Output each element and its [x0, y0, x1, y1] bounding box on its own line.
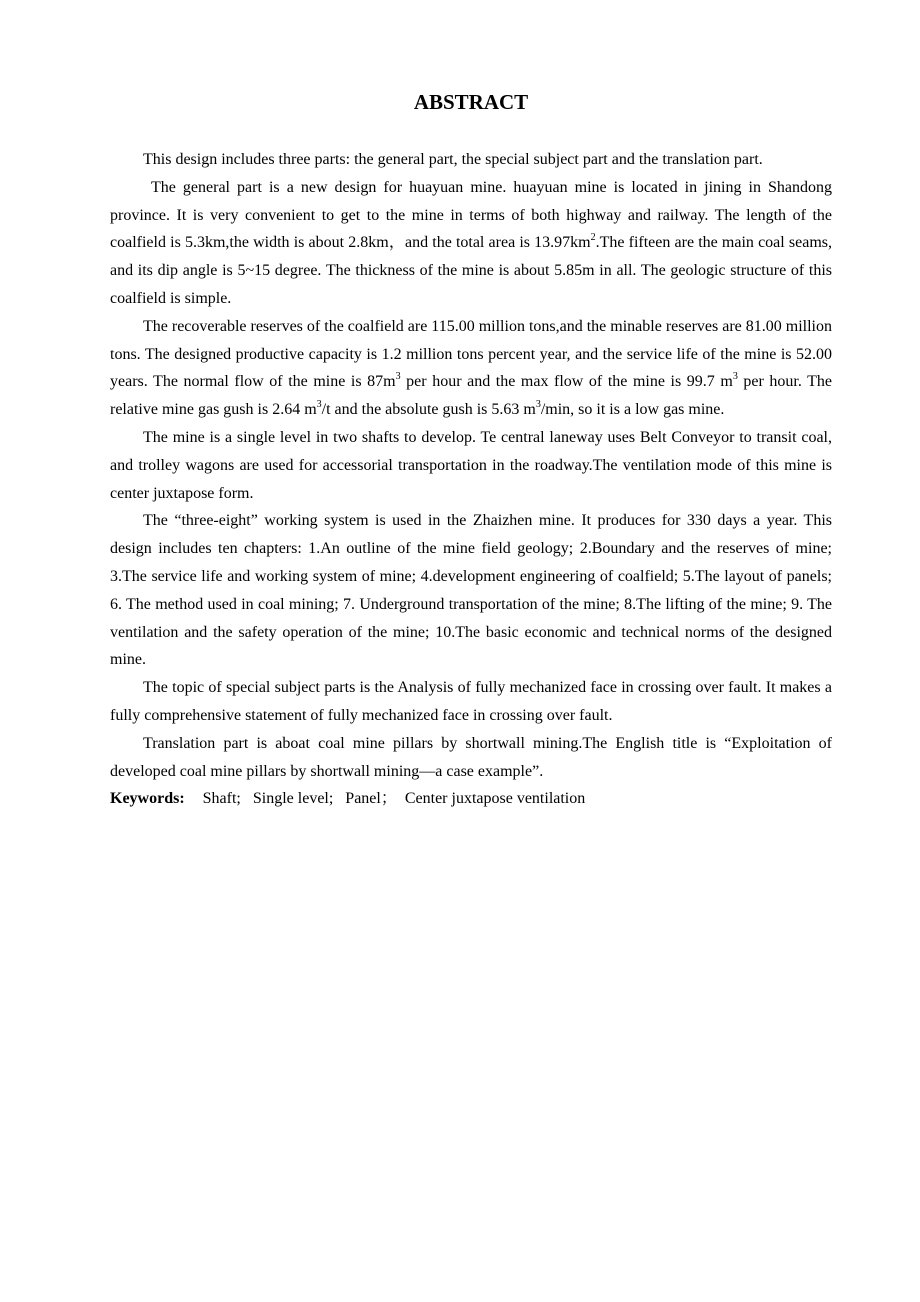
paragraph-text: /min, so it is a low gas mine.: [540, 401, 725, 419]
abstract-paragraph-4: The mine is a single level in two shafts to develop. Te central laneway uses Belt Conveyor to transit coal, and trolley wagons are used for accessorial transportation in the roadway.The ventilation mode of this mine is center juxtapose form.: [110, 428, 832, 502]
abstract-paragraph-1: This design includes three parts: the general part, the special subject part and the translation part.: [143, 151, 763, 168]
abstract-paragraph-6: The topic of special subject parts is the Analysis of fully mechanized face in crossing over fault. It makes a fully comprehensive statement of fully mechanized face in crossing over fault.: [110, 679, 832, 724]
abstract-paragraph-2: [110, 174, 832, 313]
superscript: 3: [732, 371, 738, 383]
paragraph-text: per hour. The relative mine gas gush is 2.64 m: [110, 373, 833, 419]
abstract-paragraph-3: [110, 313, 832, 424]
abstract-paragraph-7: Translation part is aboat coal mine pillars by shortwall mining.The English title is “Exploitation of developed coal mine pillars by shortwall mining—a case example”.: [110, 734, 832, 780]
keywords-list: Shaft; Single level; Panel； Center juxtapose ventilation: [202, 790, 586, 808]
keywords-line: [110, 785, 832, 813]
paragraph-text: The recoverable reserves of the coalfield are 115.00 million tons,and the minable reserves are 81.00 million tons. The designed productive capacity is 1.2 million tons percent year, and the service life of the mine is 52.00 years. The normal flow of the mine is 87m: [110, 317, 832, 391]
paragraph-text: The general part is a new design for huayuan mine. huayuan mine is located in jining in Shandong province. It is very convenient to get to the mine in terms of both highway and railway. The length of the coalfield is 5.3km,the width is about 2.8km，and the total area is 13.97km: [110, 178, 832, 252]
document-page: [110, 88, 832, 813]
superscript: 3: [395, 371, 401, 383]
keywords-label: Keywords:: [110, 790, 185, 808]
superscript: 3: [316, 398, 322, 410]
page-title: ABSTRACT: [413, 90, 529, 114]
superscript: 2: [590, 232, 596, 244]
superscript: 3: [535, 398, 541, 410]
paragraph-text: per hour and the max flow of the mine is 99.7 m: [400, 373, 733, 391]
paragraph-text: .The fifteen are the main coal seams, and its dip angle is 5~15 degree. The thickness of the mine is about 5.85m in all. The geologic structure of this coalfield is simple.: [110, 234, 832, 307]
abstract-paragraph-5: The “three-eight” working system is used in the Zhaizhen mine. It produces for 330 days a year. This design includes ten chapters: 1.An outline of the mine field geology; 2.Boundary and the reserves of mine; 3.The service life and working system of mine; 4.development engineering of coalfield; 5.The layout of panels; 6. The method used in coal mining; 7. Underground transportation of the mine; 8.The lifting of the mine; 9. The ventilation and the safety operation of the mine; 10.The basic economic and technical norms of the designed mine.: [110, 512, 832, 669]
paragraph-text: /t and the absolute gush is 5.63 m: [321, 401, 536, 419]
